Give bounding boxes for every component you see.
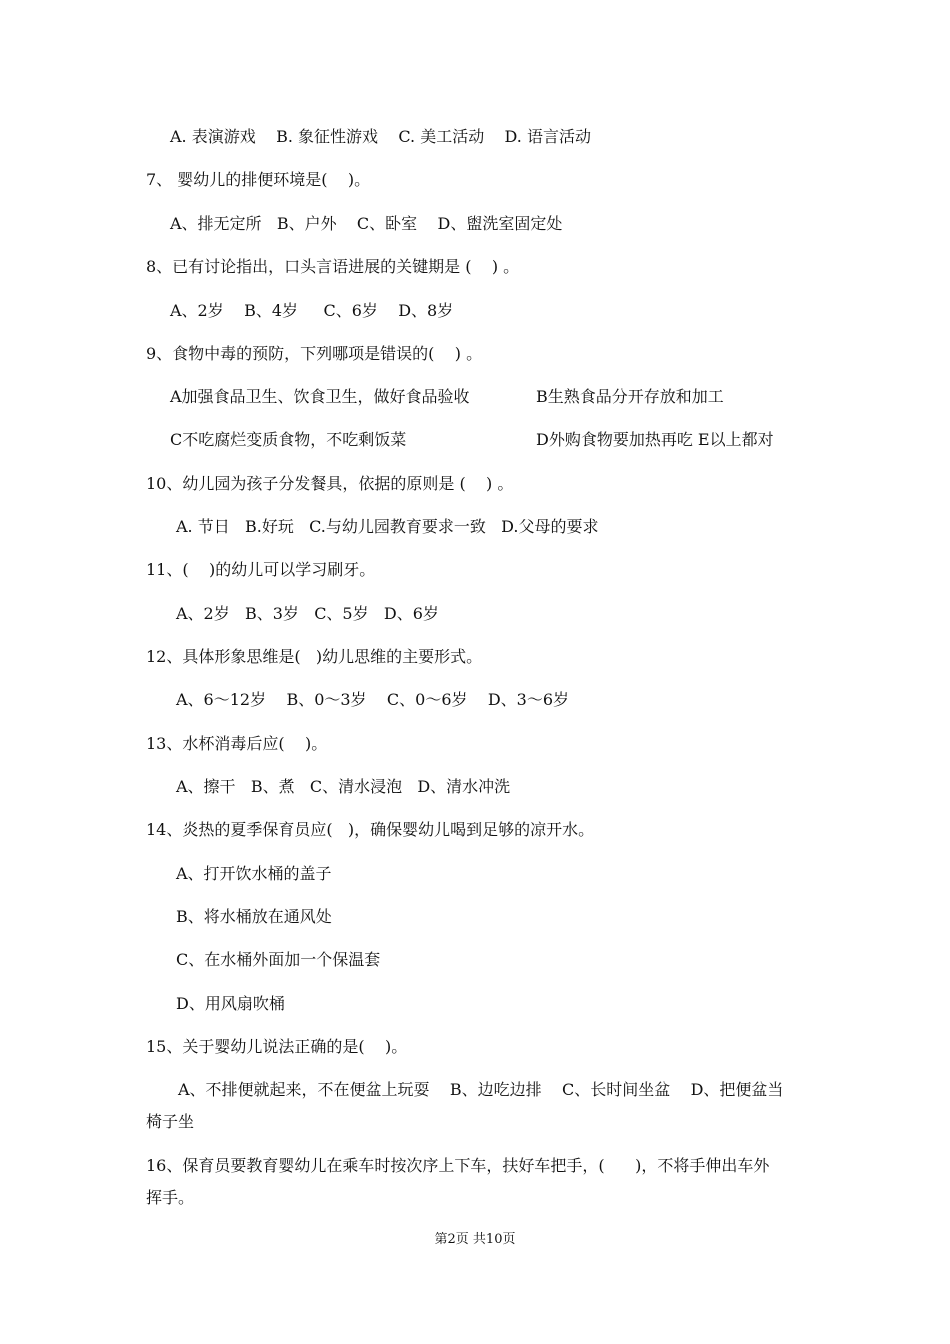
q9-question: 9、食物中毒的预防，下列哪项是错误的( ) 。 xyxy=(146,344,483,363)
q11-options: A、2岁 B、3岁 C、5岁 D、6岁 xyxy=(176,604,439,623)
q8-question: 8、已有讨论指出，口头言语进展的关键期是 ( ) 。 xyxy=(146,257,520,276)
q15-options xyxy=(146,1074,826,1138)
q9-option-a: A加强食品卫生、饮食卫生，做好食品验收 xyxy=(170,387,470,406)
q9-option-d: D外购食物要加热再吃 E以上都对 xyxy=(536,430,774,449)
q16-question xyxy=(146,1150,826,1214)
q14-option-d: D、用风扇吹桶 xyxy=(176,994,285,1013)
q10-question: 10、幼儿园为孩子分发餐具，依据的原则是 ( ) 。 xyxy=(146,474,514,493)
q9-option-b: B生熟食品分开存放和加工 xyxy=(536,387,724,406)
q15-options-line2: 椅子坐 xyxy=(146,1112,195,1131)
q11-question: 11、( )的幼儿可以学习刷牙。 xyxy=(146,560,376,579)
q6-options: A. 表演游戏 B. 象征性游戏 C. 美工活动 D. 语言活动 xyxy=(170,127,591,146)
q13-options: A、擦干 B、煮 C、清水浸泡 D、清水冲洗 xyxy=(176,777,511,796)
q7-question: 7、 婴幼儿的排便环境是( )。 xyxy=(146,170,371,189)
page-footer: 第2页 共10页 xyxy=(434,1232,516,1247)
q15-question: 15、关于婴幼儿说法正确的是( )。 xyxy=(146,1037,408,1056)
q9-option-c: C不吃腐烂变质食物，不吃剩饭菜 xyxy=(170,430,407,449)
q12-options: A、6～12岁 B、0～3岁 C、0～6岁 D、3～6岁 xyxy=(176,690,570,709)
q12-question: 12、具体形象思维是( )幼儿思维的主要形式。 xyxy=(146,647,483,666)
q8-options: A、2岁 B、4岁 C、6岁 D、8岁 xyxy=(170,301,454,320)
q16-question-line2: 挥手。 xyxy=(146,1188,195,1207)
q13-question: 13、水杯消毒后应( )。 xyxy=(146,734,328,753)
q10-options: A. 节日 B.好玩 C.与幼儿园教育要求一致 D.父母的要求 xyxy=(176,517,599,536)
q14-option-b: B、将水桶放在通风处 xyxy=(176,907,332,926)
q16-question-line1: 16、保育员要教育婴幼儿在乘车时按次序上下车，扶好车把手，( )，不将手伸出车外 xyxy=(146,1156,770,1175)
q15-options-line1: A、不排便就起来，不在便盆上玩耍 B、边吃边排 C、长时间坐盆 D、把便盆当 xyxy=(178,1080,784,1099)
q14-option-a: A、打开饮水桶的盖子 xyxy=(176,864,332,883)
q7-options: A、排无定所 B、户外 C、卧室 D、盥洗室固定处 xyxy=(170,214,563,233)
q14-question: 14、炎热的夏季保育员应( )，确保婴幼儿喝到足够的凉开水。 xyxy=(146,820,595,839)
q14-option-c: C、在水桶外面加一个保温套 xyxy=(176,950,381,969)
